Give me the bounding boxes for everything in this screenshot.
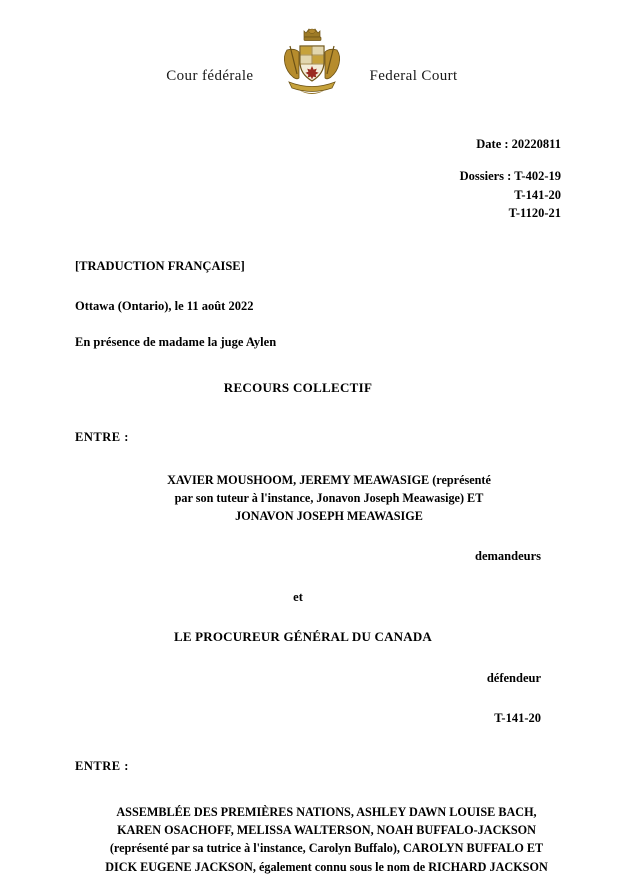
letterhead: [0, 28, 623, 133]
defendant-name: LE PROCUREUR GÉNÉRAL DU CANADA: [75, 628, 561, 647]
presiding-judge: En présence de madame la juge Aylen: [75, 333, 561, 351]
document-page: [0, 28, 623, 835]
plaintiffs-second-action: [75, 803, 561, 876]
court-name-french: Cour fédérale: [0, 68, 312, 85]
document-body: [0, 135, 623, 876]
plaintiff-line: DICK EUGENE JACKSON, également connu sous le nom de RICHARD JACKSON: [97, 858, 556, 876]
plaintiff-line: (représenté par sa tutrice à l'instance, Carolyn Buffalo), CAROLYN BUFFALO ET: [97, 839, 556, 857]
court-name-english: Federal Court: [312, 68, 623, 85]
plaintiffs-role-label: demandeurs: [75, 547, 561, 565]
docket-number-1: Dossiers : T-402-19: [75, 167, 561, 186]
plaintiff-line: XAVIER MOUSHOOM, JEREMY MEAWASIGE (représenté: [115, 472, 543, 490]
place-and-date: Ottawa (Ontario), le 11 août 2022: [75, 297, 561, 315]
proceeding-type: RECOURS COLLECTIF: [75, 379, 561, 398]
defendant-role-label: défendeur: [75, 669, 561, 687]
and-separator: et: [75, 588, 561, 606]
plaintiff-line: ASSEMBLÉE DES PREMIÈRES NATIONS, ASHLEY DAWN LOUISE BACH,: [97, 803, 556, 821]
canadian-coat-of-arms-icon: [277, 28, 347, 100]
plaintiffs-first-action: [75, 472, 561, 525]
plaintiff-line: JONAVON JOSEPH MEAWASIGE: [115, 508, 543, 526]
translation-note: [TRADUCTION FRANÇAISE]: [75, 257, 561, 275]
between-label-second: ENTRE :: [75, 757, 561, 775]
docket-number-second-action: T-141-20: [75, 709, 561, 727]
docket-numbers: [75, 167, 561, 223]
between-label-first: ENTRE :: [75, 428, 561, 446]
document-date: Date : 20220811: [75, 135, 561, 154]
docket-number-2: T-141-20: [75, 186, 561, 205]
plaintiff-line: par son tuteur à l'instance, Jonavon Joseph Meawasige) ET: [115, 490, 543, 508]
docket-block: [75, 135, 561, 223]
docket-number-3: T-1120-21: [75, 204, 561, 223]
plaintiff-line: KAREN OSACHOFF, MELISSA WALTERSON, NOAH BUFFALO-JACKSON: [97, 821, 556, 839]
